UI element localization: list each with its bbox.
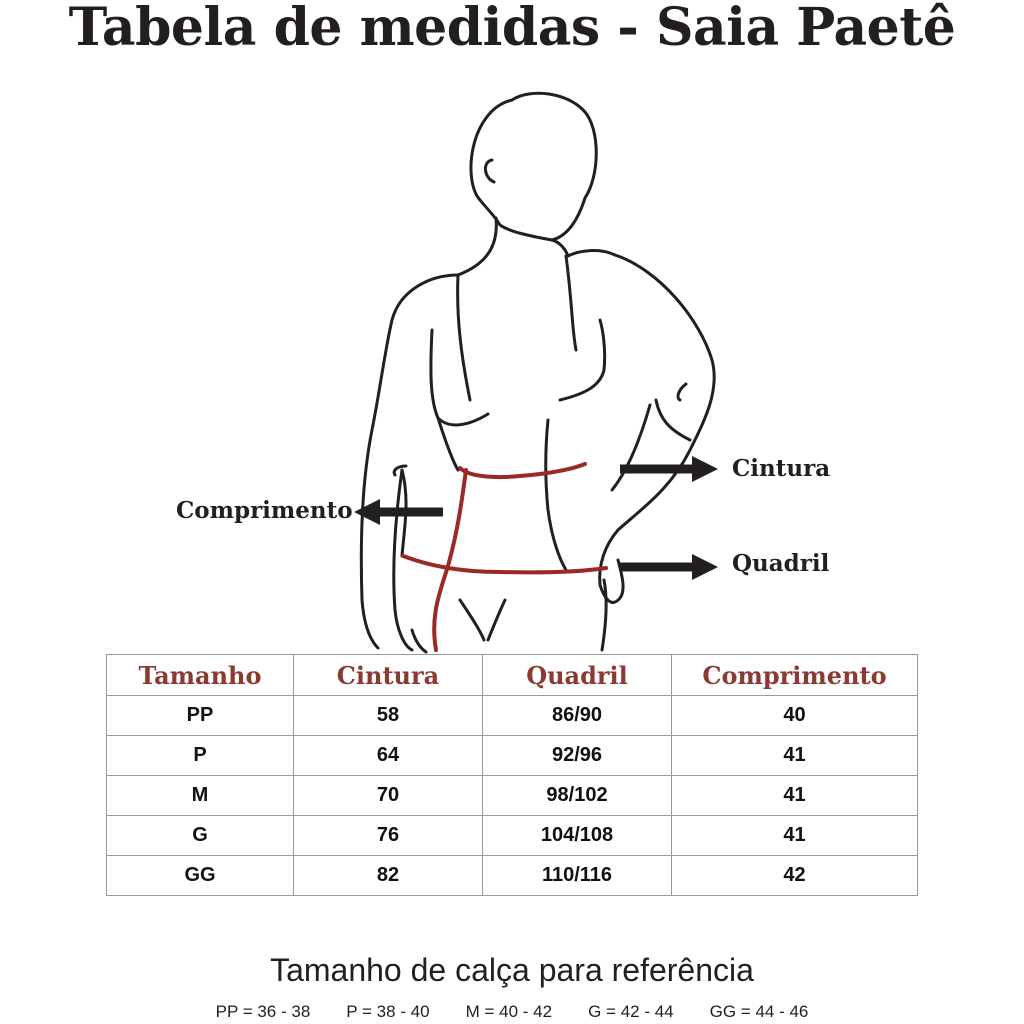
hip-line — [403, 556, 606, 572]
hip-cell: 104/108 — [483, 816, 672, 856]
length-cell: 40 — [672, 696, 918, 736]
waist-cell: 58 — [294, 696, 483, 736]
header-hip: Quadril — [483, 655, 672, 696]
reference-item: M = 40 - 42 — [465, 1002, 553, 1021]
reference-item: GG = 44 - 46 — [709, 1002, 809, 1021]
header-length: Comprimento — [672, 655, 918, 696]
waist-cell: 76 — [294, 816, 483, 856]
reference-item: PP = 36 - 38 — [215, 1002, 311, 1021]
size-table — [106, 654, 918, 896]
size-cell: PP — [107, 696, 294, 736]
table-header-row — [107, 655, 918, 696]
table-row — [107, 856, 918, 896]
table-row — [107, 696, 918, 736]
table-row — [107, 776, 918, 816]
hip-cell: 110/116 — [483, 856, 672, 896]
reference-list — [0, 1002, 1024, 1022]
reference-item: G = 42 - 44 — [588, 1002, 674, 1021]
length-label: Comprimento — [176, 497, 353, 524]
table-row — [107, 736, 918, 776]
size-cell: G — [107, 816, 294, 856]
hip-cell: 86/90 — [483, 696, 672, 736]
hip-cell: 92/96 — [483, 736, 672, 776]
waist-line — [460, 464, 585, 477]
size-cell: P — [107, 736, 294, 776]
length-cell: 41 — [672, 816, 918, 856]
length-line — [434, 470, 466, 650]
reference-title: Tamanho de calça para referência — [270, 952, 754, 988]
waist-cell: 70 — [294, 776, 483, 816]
size-cell: M — [107, 776, 294, 816]
waist-label: Cintura — [732, 455, 831, 482]
hip-cell: 98/102 — [483, 776, 672, 816]
length-cell: 41 — [672, 776, 918, 816]
page-title: Tabela de medidas - Saia Paetê — [68, 0, 956, 58]
waist-cell: 82 — [294, 856, 483, 896]
header-waist: Cintura — [294, 655, 483, 696]
waist-cell: 64 — [294, 736, 483, 776]
size-cell: GG — [107, 856, 294, 896]
reference-item: P = 38 - 40 — [346, 1002, 430, 1021]
hip-label: Quadril — [732, 550, 830, 577]
length-cell: 41 — [672, 736, 918, 776]
header-size: Tamanho — [107, 655, 294, 696]
table-row — [107, 816, 918, 856]
length-cell: 42 — [672, 856, 918, 896]
